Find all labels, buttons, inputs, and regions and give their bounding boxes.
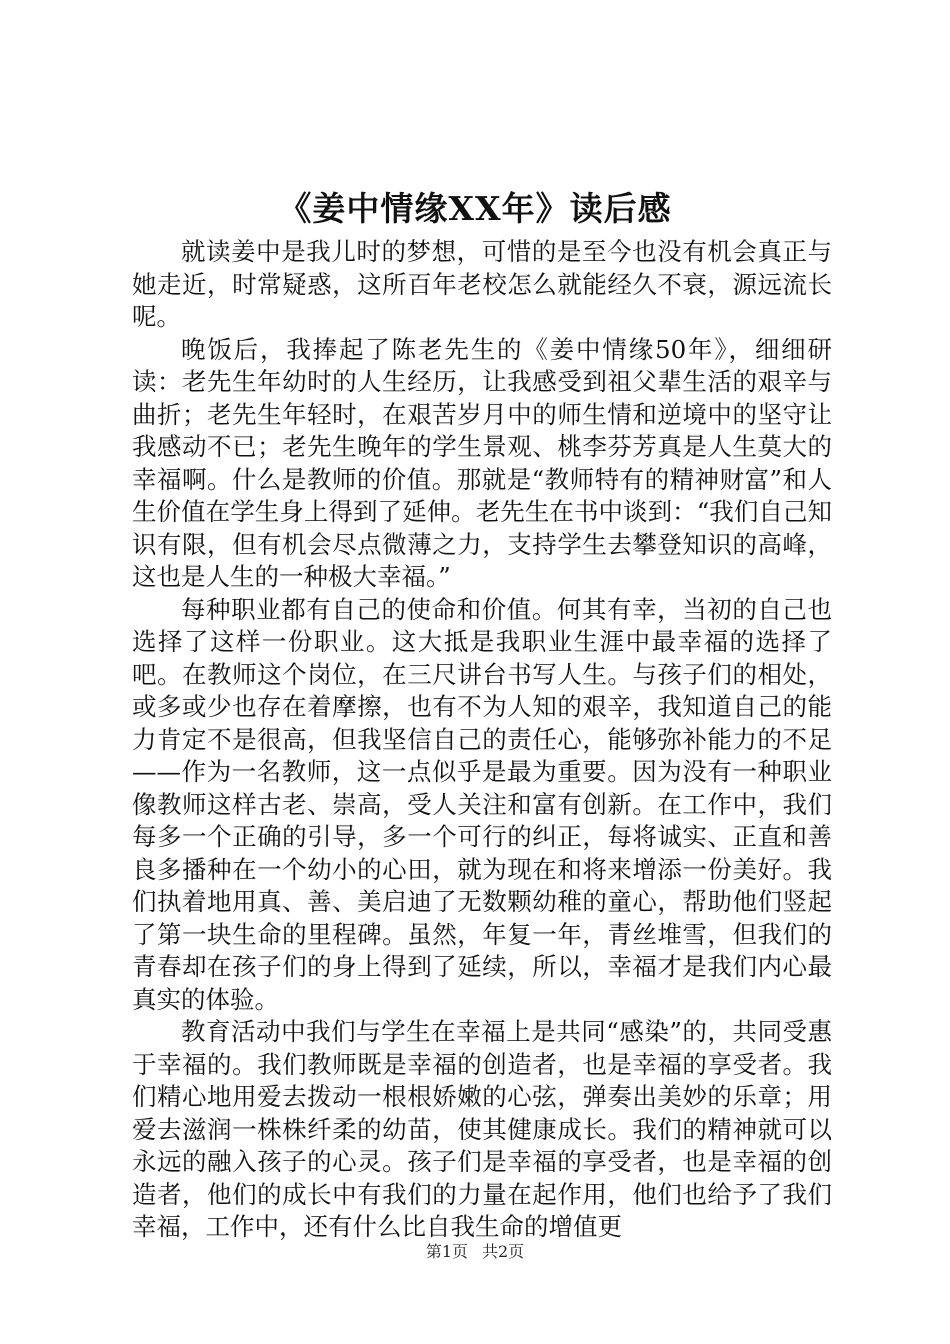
paragraph: 晚饭后，我捧起了陈老先生的《姜中情缘50年》，细细研读：老先生年幼时的人生经历，让我感受到祖父辈生活的艰辛与曲折；老先生年轻时，在艰苦岁月中的师生情和逆境中的坚守让我感动不已；老先生晚年的学生景观、桃李芬芳真是人生莫大的幸福啊。什么是教师的价值。那就是“教师特有的精神财富”和人生价值在学生身上得到了延伸。老先生在书中谈到：“我们自己知识有限，但有机会尽点微薄之力，支持学生去攀登知识的高峰，这也是人生的一种极大幸福。” <box>132 334 832 591</box>
paragraph: 教育活动中我们与学生在幸福上是共同“感染”的，共同受惠于幸福的。我们教师既是幸福的创造者，也是幸福的享受者。我们精心地用爱去拨动一根根娇嫩的心弦，弹奏出美妙的乐章；用爱去滋润一株株纤柔的幼苗，使其健康成长。我们的精神就可以永远的融入孩子的心灵。孩子们是幸福的享受者，也是幸福的创造者，他们的成长中有我们的力量在起作用，他们也给予了我们幸福，工作中，还有什么比自我生命的增值更 <box>132 1017 832 1241</box>
document-body <box>132 236 832 1244</box>
document-title: 《姜中情缘XX年》读后感 <box>278 189 672 228</box>
paragraph: 就读姜中是我儿时的梦想，可惜的是至今也没有机会真正与她走近，时常疑惑，这所百年老校怎么就能经久不衰，源远流长呢。 <box>132 237 832 331</box>
page-total: 共2页 <box>482 1242 525 1261</box>
page-footer <box>0 1240 950 1264</box>
paragraph: 每种职业都有自己的使命和价值。何其有幸，当初的自己也选择了这样一份职业。这大抵是我职业生涯中最幸福的选择了吧。在教师这个岗位，在三尺讲台书写人生。与孩子们的相处，或多或少也存在着摩擦，也有不为人知的艰辛，我知道自己的能力肯定不是很高，但我坚信自己的责任心，能够弥补能力的不足——作为一名教师，这一点似乎是最为重要。因为没有一种职业像教师这样古老、崇高，受人关注和富有创新。在工作中，我们每多一个正确的引导，多一个可行的纠正，每将诚实、正直和善良多播种在一个幼小的心田，就为现在和将来增添一份美好。我们执着地用真、善、美启迪了无数颗幼稚的童心，帮助他们竖起了第一块生命的里程碑。虽然，年复一年，青丝堆雪，但我们的青春却在孩子们的身上得到了延续，所以，幸福才是我们内心最真实的体验。 <box>132 594 832 1014</box>
page-number: 第1页 <box>425 1242 468 1261</box>
